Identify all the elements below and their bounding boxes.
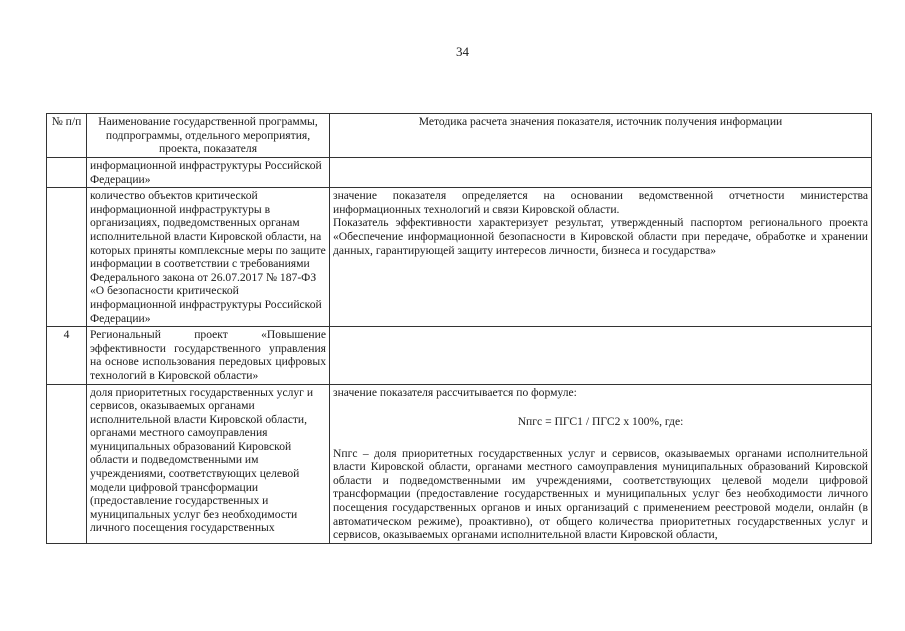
table-header-row <box>47 114 872 158</box>
table-row <box>47 327 872 384</box>
row-number <box>47 384 87 543</box>
method-paragraph: Nпгс – доля приоритетных государственных услуг и сервисов, оказываемых органами исполнительной власти Кировской области, органами местного самоуправления муниципальных образований Кировской области и подведомственными им учреждениями, соответствующих целевой модели цифровой трансформации (предоставление государственных и муниципальных услуг без необходимости личного посещения государственных органов и иных организаций с применением реестровой модели, онлайн (в автоматическом режиме), проактивно), от общего количества приоритетных государственных услуг и сервисов, оказываемых органами исполнительной власти Кировской области, <box>333 446 868 542</box>
row-method <box>330 158 872 188</box>
row-number <box>47 158 87 188</box>
method-intro: значение показателя рассчитывается по формуле: <box>333 385 577 399</box>
row-number: 4 <box>47 327 87 384</box>
table-row <box>47 384 872 543</box>
header-number: № п/п <box>47 114 87 158</box>
method-paragraph: значение показателя определяется на основании ведомственной отчетности министерства информационных технологий и связи Кировской области. <box>333 189 868 216</box>
row-method <box>330 327 872 384</box>
formula: Nпгс = ПГС1 / ПГС2 х 100%, где: <box>517 415 684 429</box>
header-name: Наименование государственной программы, подпрограммы, отдельного мероприятия, проекта, показателя <box>87 114 330 158</box>
row-number <box>47 188 87 327</box>
method-paragraph: Показатель эффективности характеризует результат, утвержденный паспортом регионального проекта «Обеспечение информационной безопасности в Кировской области при передаче, обработке и хранении данных, гарантирующей защиту интересов личности, бизнеса и государства» <box>333 216 868 257</box>
table-row <box>47 188 872 327</box>
page-number: 34 <box>456 44 469 59</box>
table-row <box>47 158 872 188</box>
indicators-table <box>46 113 872 544</box>
row-name: доля приоритетных государственных услуг и сервисов, оказываемых органами исполнительной власти Кировской области, органами местного самоуправления муниципальных образований Кировской области и подведомственными им учреждениями, соответствующих целевой модели цифровой трансформации (предоставление государственных и муниципальных услуг без необходимости личного посещения государственных <box>87 384 330 543</box>
row-method <box>330 384 872 543</box>
row-name: Региональный проект «Повышение эффективности государственного управления на основе использования передовых цифровых технологий в Кировской области» <box>87 327 330 384</box>
row-method <box>330 188 872 327</box>
row-name: количество объектов критической информационной инфраструктуры в организациях, подведомственных органам исполнительной власти Кировской области, на которых приняты комплексные меры по защите информации в соответствии с требованиями Федерального закона от 26.07.2017 № 187-ФЗ «О безопасности критической информационной инфраструктуры Российской Федерации» <box>87 188 330 327</box>
row-name: информационной инфраструктуры Российской Федерации» <box>87 158 330 188</box>
header-method: Методика расчета значения показателя, источник получения информации <box>330 114 872 158</box>
